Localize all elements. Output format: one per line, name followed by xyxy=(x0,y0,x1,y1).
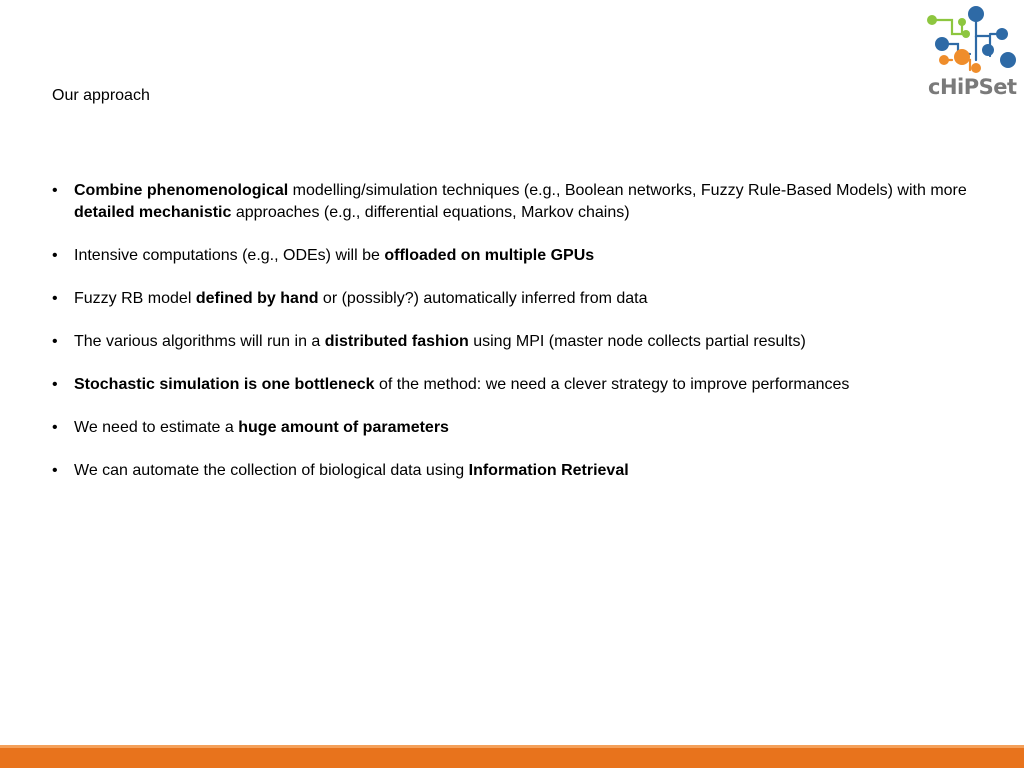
bullet-text-bold: huge amount of parameters xyxy=(238,419,449,436)
bullet-text: or (possibly?) automatically inferred from data xyxy=(318,290,648,307)
bullet-text: modelling/simulation techniques (e.g., Boolean networks, Fuzzy Rule-Based Models) with more xyxy=(288,182,967,199)
bullet-text-bold: Information Retrieval xyxy=(468,462,629,479)
bullet-marker: • xyxy=(52,462,58,479)
bullet-marker: • xyxy=(52,333,58,350)
bullet-item xyxy=(52,331,972,353)
network-logo-icon xyxy=(922,4,1020,74)
bullet-text: using MPI (master node collects partial results) xyxy=(468,333,806,350)
bullet-text: We need to estimate a xyxy=(74,419,239,436)
logo-nodes xyxy=(927,6,1016,73)
chipset-logo xyxy=(922,4,1020,102)
bullet-item xyxy=(52,374,972,396)
bullet-item xyxy=(52,460,972,482)
bullet-text-bold: defined by hand xyxy=(195,290,319,307)
bullet-item xyxy=(52,180,972,224)
footer-bar-fill xyxy=(0,748,1024,768)
bullet-text-bold: Stochastic simulation is one bottleneck xyxy=(74,376,375,393)
bullet-text: approaches (e.g., differential equations, Markov chains) xyxy=(231,204,630,221)
bullet-list xyxy=(52,180,972,503)
slide-title: Our approach xyxy=(52,87,150,104)
bullet-item xyxy=(52,288,972,310)
bullet-text: The various algorithms will run in a xyxy=(74,333,325,350)
bullet-marker: • xyxy=(52,247,58,264)
bullet-marker: • xyxy=(52,182,58,199)
logo-wordmark: cHiPSet xyxy=(928,75,1017,99)
bullet-marker: • xyxy=(52,376,58,393)
bullet-marker: • xyxy=(52,290,58,307)
bullet-item xyxy=(52,245,972,267)
bullet-text-bold: offloaded on multiple GPUs xyxy=(384,247,595,264)
bullet-text: Intensive computations (e.g., ODEs) will be xyxy=(74,247,385,264)
bullet-text-bold: detailed mechanistic xyxy=(74,204,232,221)
bullet-marker: • xyxy=(52,419,58,436)
bullet-text: Fuzzy RB model xyxy=(74,290,196,307)
bullet-text-bold: distributed fashion xyxy=(324,333,469,350)
bullet-text: We can automate the collection of biological data using xyxy=(74,462,469,479)
bullet-text-bold: Combine phenomenological xyxy=(74,182,289,199)
bullet-text: of the method: we need a clever strategy to improve performances xyxy=(374,376,850,393)
bullet-item xyxy=(52,417,972,439)
footer-bar xyxy=(0,745,1024,768)
